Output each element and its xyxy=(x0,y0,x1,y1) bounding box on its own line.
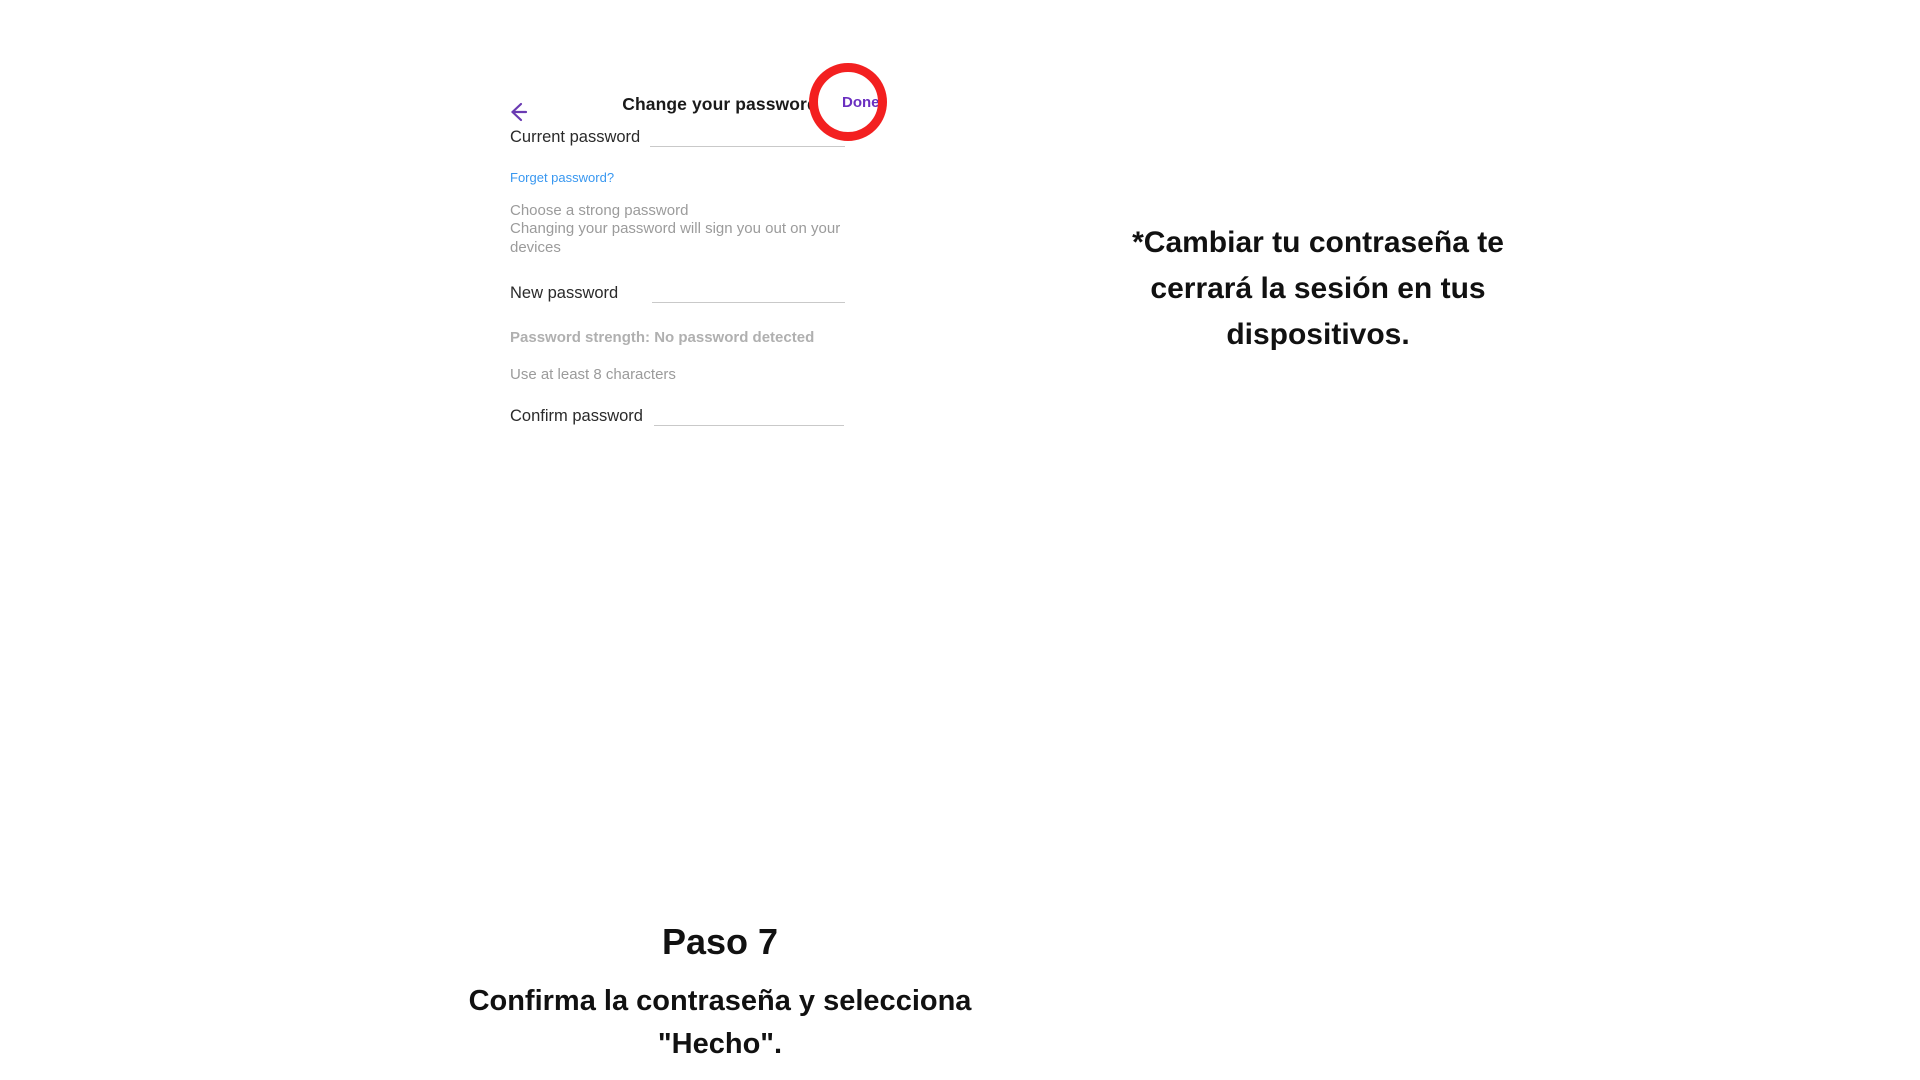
choose-strong-password-hint: Choose a strong password xyxy=(510,202,689,219)
page-title: Change your password xyxy=(622,94,818,114)
phone-screenshot xyxy=(480,20,960,540)
password-strength-text: Password strength: No password detected xyxy=(510,329,815,346)
confirm-password-underline xyxy=(654,425,844,426)
annotation-step-description: Confirma la contraseña y selecciona "Hecho". xyxy=(468,985,972,1060)
current-password-label: Current password xyxy=(510,128,641,146)
new-password-label: New password xyxy=(510,284,619,302)
app-bar xyxy=(480,50,960,114)
done-highlight-ring xyxy=(809,63,887,141)
password-min-length-text: Use at least 8 characters xyxy=(510,366,676,383)
new-password-underline xyxy=(652,302,845,303)
confirm-password-label: Confirm password xyxy=(510,407,643,425)
current-password-underline xyxy=(650,146,845,147)
done-button[interactable]: Done xyxy=(842,94,880,111)
forget-password-link[interactable]: Forget password? xyxy=(510,170,615,185)
signout-warning-hint: Changing your password will sign you out on your devices xyxy=(510,220,841,256)
annotation-note-right: *Cambiar tu contraseña te cerrará la sesión en tus dispositivos. xyxy=(1132,226,1504,351)
annotation-step-title: Paso 7 xyxy=(661,921,779,962)
